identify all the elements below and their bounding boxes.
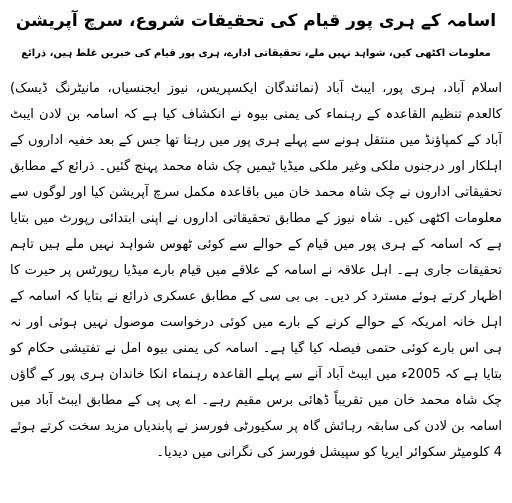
article-headline: اسامہ کے ہری پور قیام کی تحقیقات شروع، سرچ آپریشن — [15, 11, 497, 31]
article-body: اسلام آباد، ہری پور، ایبٹ آباد (نمائندگان ایکسپریس، نیوز ایجنسیاں، مانیٹرنگ ڈیسک) کالعدم تنظیم القاعدہ کے رہنماء کی یمنی بیوہ نے انکشاف کیا ہے کہ اسامہ بن لادن ایبٹ آباد کے کمپاؤنڈ میں منتقل ہونے سے پہلے ہری پور میں رہتا تھا جس کے بعد خفیہ اداروں کے اہلکار اور درجنوں ملکی وغیر ملکی میڈیا ٹیمیں چک شاہ محمد پہنچ گئیں۔ ذرائع کے مطابق تحقیقاتی اداروں نے چک شاہ محمد خان میں باقاعدہ مکمل سرچ آپریشن کیا اور لوگوں سے معلومات اکٹھی کیں۔ شاہ نیوز کے مطابق تحقیقاتی اداروں نے اپنی ابتدائی رپورٹ میں بتایا ہے کہ اسامہ کے ہری پور میں قیام کے حوالے سے کوئی ٹھوس شواہد نہیں ملے ہیں تاہم تحقیقات جاری ہے۔ اہل علاقہ نے اسامہ کے علاقے میں قیام بارے میڈیا رپورٹس پر حیرت کا اظہار کرتے ہوئے مسترد کر دیں۔ بی بی سی کے مطابق عسکری ذرائع نے بتایا کہ اسامہ کے اہل خانہ امریکہ کے حوالے کرنے کے بارے میں کوئی درخواست موصول نہیں ہوئی اور نہ ہی اس بارے کوئی حتمی فیصلہ کیا گیا ہے۔ اسامہ کی یمنی بیوہ امل نے تفتیشی حکام کو بتایا ہے کہ 2005ء میں ایبٹ آباد آنے سے پہلے القاعدہ رہنماء انکا خاندان ہری پور کے گاؤں چک شاہ محمد خان میں تقریباً ڈھائی برس مقیم رہے۔ اے پی پی کے مطابق ایبٹ آباد میں اسامہ بن لادن کی سابقہ رہائش گاہ پر سکیورٹی فورسز نے پابندیاں مزید سخت کرتے ہوئے 4 کلومیٹر سکوائر ایریا کو سپیشل فورسز کی نگرانی میں دیدیا۔ — [10, 81, 502, 460]
article-subheadline: معلومات اکٹھی کیں، شواہد نہیں ملے، تحقیقاتی ادارے، ہری پور قیام کی خبریں غلط ہیں، ذرائع — [21, 48, 491, 59]
